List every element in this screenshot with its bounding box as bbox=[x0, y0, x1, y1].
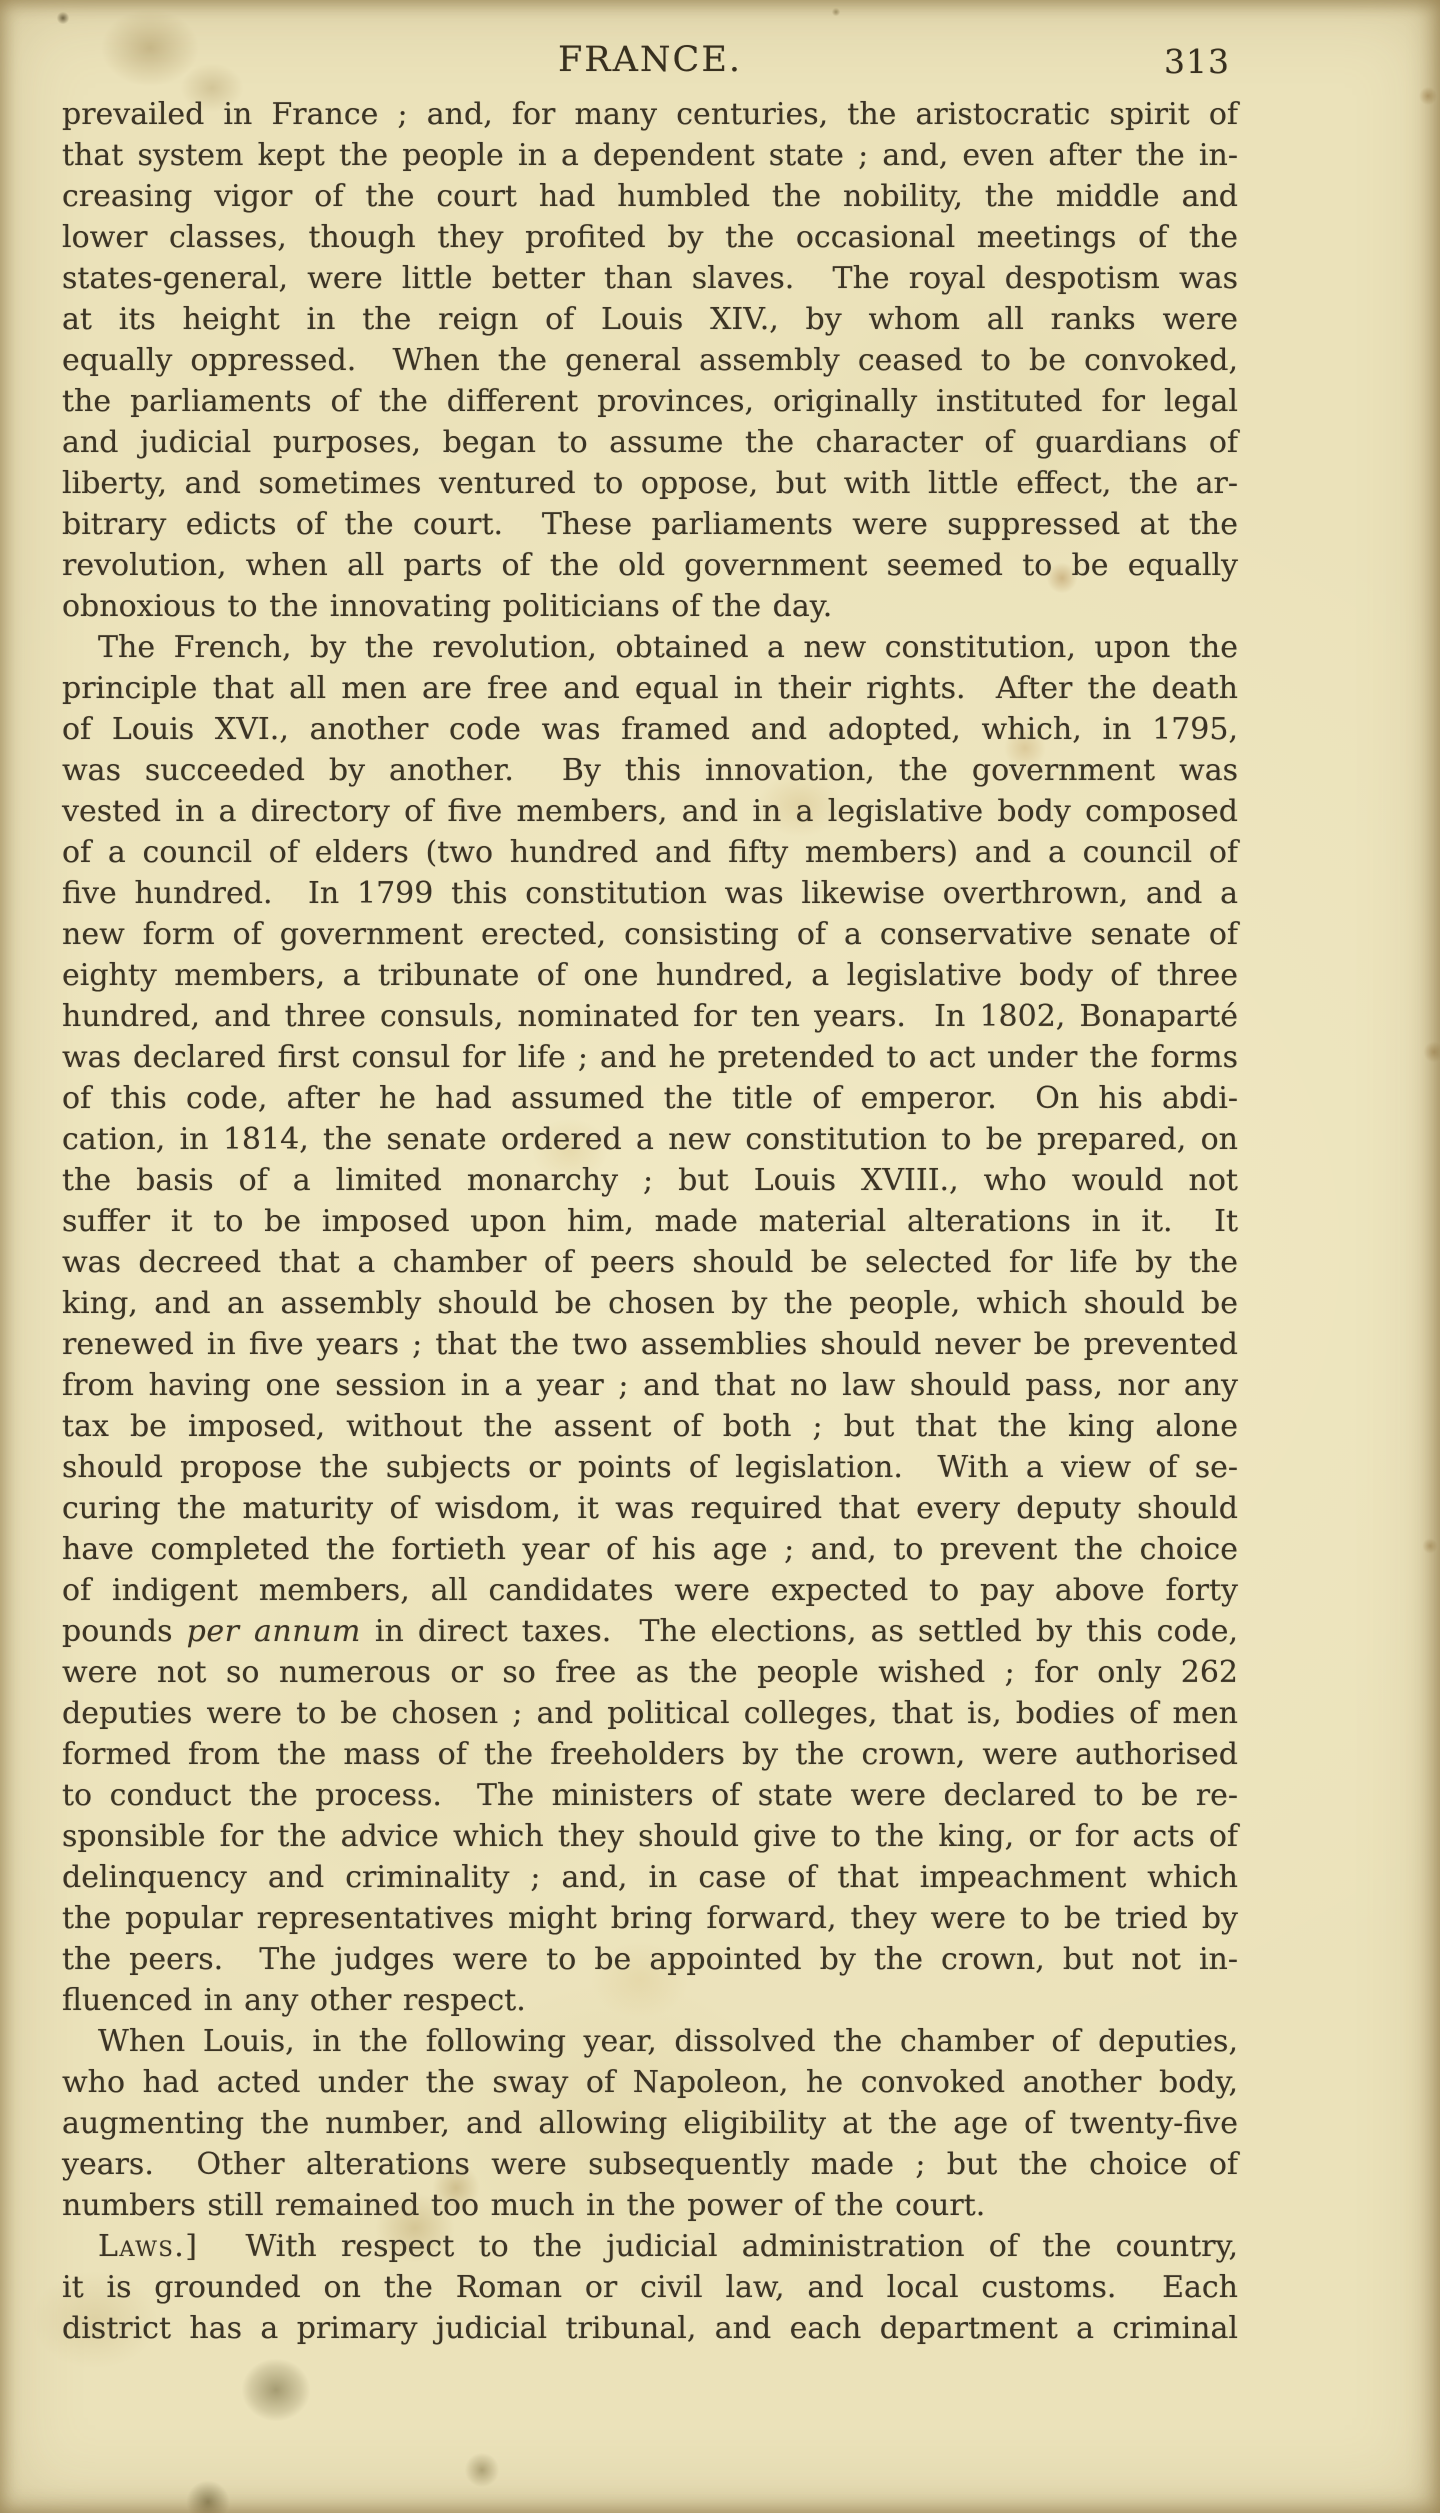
text-line: formed from the mass of the freeholders by the crown, were authorised bbox=[62, 1737, 1238, 1772]
text-line: to conduct the process. The ministers of state were declared to be re- bbox=[62, 1778, 1238, 1813]
text-line: five hundred. In 1799 this constitution was likewise overthrown, and a bbox=[62, 876, 1238, 911]
text-line: and judicial purposes, began to assume the character of guardians of bbox=[62, 425, 1238, 460]
text-line: prevailed in France ; and, for many centuries, the aristocratic spirit of bbox=[62, 97, 1238, 132]
text-line: the peers. The judges were to be appointed by the crown, but not in- bbox=[62, 1942, 1238, 1977]
text-line: of this code, after he had assumed the title of emperor. On his abdi- bbox=[62, 1081, 1238, 1116]
text-line: was succeeded by another. By this innovation, the government was bbox=[62, 753, 1238, 788]
text-line: When Louis, in the following year, dissolved the chamber of deputies, bbox=[98, 2024, 1238, 2059]
text-line: numbers still remained too much in the power of the court. bbox=[62, 2188, 986, 2223]
text-line: who had acted under the sway of Napoleon, he convoked another body, bbox=[62, 2065, 1238, 2100]
running-header bbox=[62, 40, 1238, 86]
text-line: at its height in the reign of Louis XIV., by whom all ranks were bbox=[62, 302, 1238, 337]
text-line: the parliaments of the different provinces, originally instituted for legal bbox=[62, 384, 1238, 419]
text-line: suffer it to be imposed upon him, made material alterations in it. It bbox=[62, 1204, 1238, 1239]
text-line: bitrary edicts of the court. These parliaments were suppressed at the bbox=[62, 507, 1238, 542]
text-block bbox=[62, 94, 1238, 2349]
text-line: have completed the fortieth year of his age ; and, to prevent the choice bbox=[62, 1532, 1238, 1567]
text-line: curing the maturity of wisdom, it was required that every deputy should bbox=[62, 1491, 1238, 1526]
text-line: should propose the subjects or points of legislation. With a view of se- bbox=[62, 1450, 1238, 1485]
text-line: of Louis XVI., another code was framed and adopted, which, in 1795, bbox=[62, 712, 1238, 747]
text-line: The French, by the revolution, obtained a new constitution, upon the bbox=[98, 630, 1238, 665]
text-line: that system kept the people in a dependent state ; and, even after the in- bbox=[62, 138, 1238, 173]
text-line: lower classes, though they profited by the occasional meetings of the bbox=[62, 220, 1238, 255]
text-line: pounds per annum in direct taxes. The elections, as settled by this code, bbox=[62, 1614, 1238, 1649]
text-line: renewed in five years ; that the two assemblies should never be prevented bbox=[62, 1327, 1238, 1362]
text-line: liberty, and sometimes ventured to oppose, but with little effect, the ar- bbox=[62, 466, 1238, 501]
text-line: fluenced in any other respect. bbox=[62, 1983, 526, 2018]
text-line: the popular representatives might bring forward, they were to be tried by bbox=[62, 1901, 1238, 1936]
paragraph bbox=[62, 627, 1238, 2021]
text-line: revolution, when all parts of the old government seemed to be equally bbox=[62, 548, 1238, 583]
text-line: cation, in 1814, the senate ordered a new constitution to be prepared, on bbox=[62, 1122, 1238, 1157]
text-line: district has a primary judicial tribunal, and each department a criminal bbox=[62, 2311, 1238, 2346]
text-line: delinquency and criminality ; and, in case of that impeachment which bbox=[62, 1860, 1238, 1895]
text-line: principle that all men are free and equal in their rights. After the death bbox=[62, 671, 1238, 706]
text-line: new form of government erected, consisting of a conservative senate of bbox=[62, 917, 1238, 952]
text-line: of a council of elders (two hundred and fifty members) and a council of bbox=[62, 835, 1238, 870]
text-line: hundred, and three consuls, nominated for ten years. In 1802, Bonaparté bbox=[62, 999, 1238, 1034]
text-line: deputies were to be chosen ; and political colleges, that is, bodies of men bbox=[62, 1696, 1238, 1731]
paragraph bbox=[62, 2226, 1238, 2349]
paragraph bbox=[62, 2021, 1238, 2226]
text-line: Laws.] With respect to the judicial administration of the country, bbox=[98, 2229, 1238, 2264]
text-line: years. Other alterations were subsequently made ; but the choice of bbox=[62, 2147, 1238, 2182]
text-line: obnoxious to the innovating politicians of the day. bbox=[62, 589, 833, 624]
text-line: creasing vigor of the court had humbled the nobility, the middle and bbox=[62, 179, 1238, 214]
text-line: was declared first consul for life ; and he pretended to act under the forms bbox=[62, 1040, 1238, 1075]
text-line: king, and an assembly should be chosen by the people, which should be bbox=[62, 1286, 1238, 1321]
text-line: states-general, were little better than slaves. The royal despotism was bbox=[62, 261, 1238, 296]
text-line: were not so numerous or so free as the people wished ; for only 262 bbox=[62, 1655, 1238, 1690]
text-line: was decreed that a chamber of peers should be selected for life by the bbox=[62, 1245, 1238, 1280]
paragraph bbox=[62, 94, 1238, 627]
text-line: it is grounded on the Roman or civil law, and local customs. Each bbox=[62, 2270, 1238, 2305]
text-line: sponsible for the advice which they should give to the king, or for acts of bbox=[62, 1819, 1238, 1854]
text-line: augmenting the number, and allowing eligibility at the age of twenty-five bbox=[62, 2106, 1238, 2141]
text-line: of indigent members, all candidates were expected to pay above forty bbox=[62, 1573, 1238, 1608]
text-line: tax be imposed, without the assent of both ; but that the king alone bbox=[62, 1409, 1238, 1444]
text-line: eighty members, a tribunate of one hundred, a legislative body of three bbox=[62, 958, 1238, 993]
text-line: equally oppressed. When the general assembly ceased to be convoked, bbox=[62, 343, 1238, 378]
text-line: the basis of a limited monarchy ; but Louis XVIII., who would not bbox=[62, 1163, 1238, 1198]
text-line: vested in a directory of five members, and in a legislative body composed bbox=[62, 794, 1238, 829]
text-line: from having one session in a year ; and that no law should pass, nor any bbox=[62, 1368, 1238, 1403]
page-header-title: FRANCE. bbox=[558, 40, 742, 80]
page-number: 313 bbox=[1164, 42, 1230, 81]
